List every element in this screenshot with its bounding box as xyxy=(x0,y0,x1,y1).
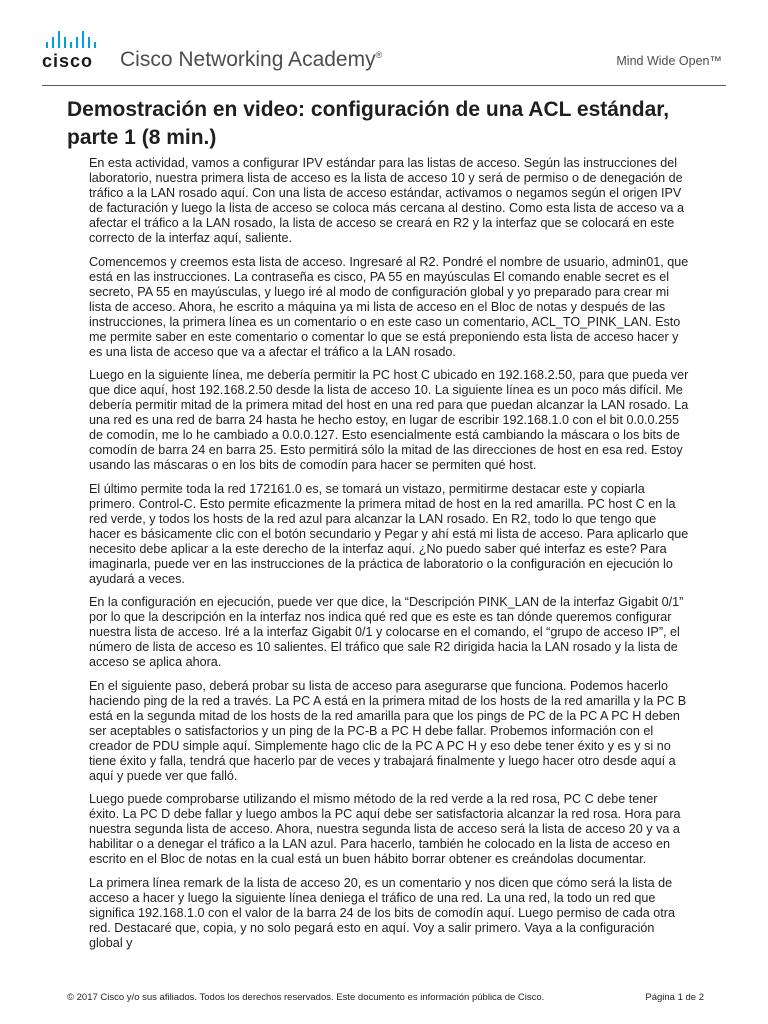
document-body xyxy=(89,156,691,959)
cisco-wordmark: cisco xyxy=(42,51,94,71)
page-footer xyxy=(67,992,704,1003)
paragraph: La primera línea remark de la lista de acceso 20, es un comentario y nos dicen que cómo será la lista de acceso a hacer y luego la siguiente línea deniega el tráfico de una red. La una red, la todo un red que significa 192.168.1.0 con el valor de la barra 24 de los bits de comodín aquí. Luego permiso de cada otra red. Destacaré que, copia, y no solo pegará esto en aquí. Voy a salir primero. Vaya a la configuración global y xyxy=(89,875,675,950)
copyright-notice: © 2017 Cisco y/o sus afiliados. Todos los derechos reservados. Este documento es información pública de Cisco. xyxy=(67,992,545,1003)
page-title: Demostración en video: configuración de una ACL estándar, parte 1 (8 min.) xyxy=(67,98,670,149)
header-divider xyxy=(42,85,726,86)
paragraph: Luego puede comprobarse utilizando el mismo método de la red verde a la red rosa, PC C debe tener éxito. La PC D debe fallar y luego ambos la PC aquí debe ser satisfactoria alcanzar la red rosa. Hora para nuestra segunda lista de acceso. Ahora, nuestra segunda lista de acceso será la lista de acceso 20 y va a habilitar o a denegar el tráfico a la LAN azul. Para hacerlo, también he colocado en la lista de acceso en escrito en el Bloc de notas en la cual está un buen hábito borrar obtener es creándolas documentar. xyxy=(89,792,681,866)
cisco-logo xyxy=(42,30,122,74)
page-header xyxy=(0,0,768,86)
paragraph: El último permite toda la red 172161.0 es, se tomará un vistazo, permitirme destacar este y copiarla primero. Control-C. Esto permite eficazmente la primera mitad de host en la red amarilla. PC host C en la red verde, y todos los hosts de la red azul para alcanzar la LAN rosado. En R2, todo lo que tengo que hacer es básicamente clic con el botón secundario y Pegar y ahí está mi lista de acceso. Para aplicarlo que necesito debe aplicar a la este derecho de la interfaz aquí. ¿No puedo saber qué interfaz es este? Para imaginarla, puede ver en las instrucciones de la práctica de laboratorio o la configuración en ejecución lo ayudará a veces. xyxy=(89,481,689,586)
paragraph: En el siguiente paso, deberá probar su lista de acceso para asegurarse que funciona. Podemos hacerlo haciendo ping de la red a través. La PC A está en la primera mitad de los hosts de la red amarilla y la PC B está en la segunda mitad de los hosts de la red amarilla para que los pings de PC de la PC A PC H deben ser aceptables o satisfactorios y un ping de la PC-B a PC H debe fallar. Probemos información con el creador de PDU simple aquí. Simplemente hago clic de la PC A PC H y eso debe tener éxito y es y si no tiene éxito y falla, tendrá que hacerlo par de veces y trabajará finalmente y luego hacer otro desde aquí a aquí y puede ver que falló. xyxy=(89,678,687,783)
paragraph: En la configuración en ejecución, puede ver que dice, la “Descripción PINK_LAN de la interfaz Gigabit 0/1” por lo que la descripción en la interfaz nos indica qué red que es este es tan dónde queremos configurar nuestra lista de acceso. Iré a la interfaz Gigabit 0/1 y colocarse en el comando, el “grupo de acceso IP”, el número de lista de acceso es 10 salientes. El tráfico que sale R2 dirigida hacia la LAN rosado y la lista de acceso se aplica ahora. xyxy=(89,595,684,669)
paragraph: En esta actividad, vamos a configurar IPV estándar para las listas de acceso. Según las instrucciones del laboratorio, nuestra primera lista de acceso es la lista de acceso 10 y será de permiso o de denegación de tráfico a la LAN rosado aquí. Con una lista de acceso estándar, activamos o negamos según el origen IPV de facturación y luego la lista de acceso se coloca más cercana al destino. Como esta lista de acceso va a afectar el tráfico a la LAN rosado, la lista de acceso se creará en R2 y la interfaz que se colocará en este correcto de la interfaz aquí, saliente. xyxy=(89,156,685,245)
academy-name xyxy=(120,48,382,72)
academy-name-text: Cisco Networking Academy xyxy=(120,48,376,71)
paragraph: Comencemos y creemos esta lista de acceso. Ingresaré al R2. Pondré el nombre de usuario, admin01, que está en las instrucciones. La contraseña es cisco, PA 55 en mayúsculas El comando enable secret es el secreto, PA 55 en mayúsculas, y luego iré al modo de configuración global y yo preparado para crear mi lista de acceso. Ahora, he escrito a máquina ya mi lista de acceso en el Bloc de notas y después de las instrucciones, la primera línea es un comentario o en este caso un comentario, ACL_TO_PINK_LAN. Esto me permite saber en este comentario o comentar lo que se está preponiendo esta lista de acceso hacer y es una lista de acceso que va a afectar el tráfico a la LAN rosado. xyxy=(89,254,689,359)
paragraph: Luego en la siguiente línea, me debería permitir la PC host C ubicado en 192.168.2.50, para que pueda ver que dice aquí, host 192.168.2.50 desde la lista de acceso 10. La siguiente línea es un poco más difícil. Me debería permitir mitad de la primera mitad del host en una red para que puedan alcanzar la LAN rosado. La una red es una red de barra 24 hasta he hecho estoy, en lugar de escribir 192.168.1.0 con el bit 0.0.0.255 de comodín, me lo he cambiado a 0.0.0.127. Esto esencialmente está cambiando la máscara o los bits de comodín de barra 24 en barra 25. Esto permitirá sólo la mitad de las direcciones de host en esa red. Estoy usando las máscaras o en los bits de comodín para hacer se permiten qué host. xyxy=(89,368,689,472)
page-number: Página 1 de 2 xyxy=(645,992,704,1003)
tagline: Mind Wide Open™ xyxy=(616,54,722,68)
cisco-bridge-icon xyxy=(46,30,122,48)
registered-mark: ® xyxy=(375,50,383,60)
